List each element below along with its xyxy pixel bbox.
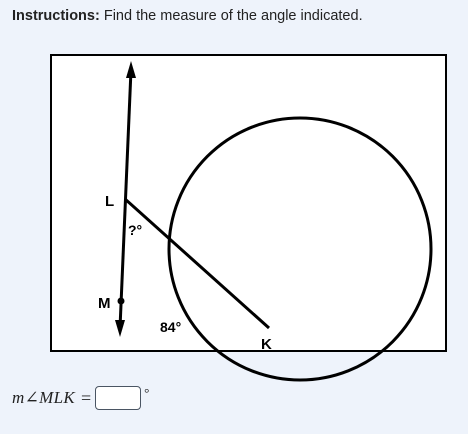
- answer-input[interactable]: [95, 386, 141, 410]
- arrow-down: [115, 320, 125, 337]
- degree-symbol: °: [144, 385, 150, 400]
- label-m: M: [98, 295, 111, 312]
- label-unknown-angle: ?°: [128, 222, 143, 238]
- label-k: K: [261, 336, 272, 353]
- chord-lk: [125, 199, 269, 328]
- geometry-figure: [50, 54, 447, 352]
- instructions-text: Find the measure of the angle indicated.: [103, 8, 363, 24]
- label-l: L: [105, 193, 115, 210]
- arrow-up: [126, 61, 136, 78]
- instructions: [12, 7, 363, 25]
- circle: [169, 118, 431, 380]
- answer-row: [12, 384, 149, 412]
- figure-svg: [52, 56, 445, 353]
- equals-sign: =: [80, 387, 92, 408]
- answer-label: m∠MLK: [12, 388, 75, 407]
- label-arc-measure: 84°: [160, 319, 182, 335]
- point-m-dot: [118, 298, 125, 305]
- instructions-label: Instructions:: [12, 8, 100, 24]
